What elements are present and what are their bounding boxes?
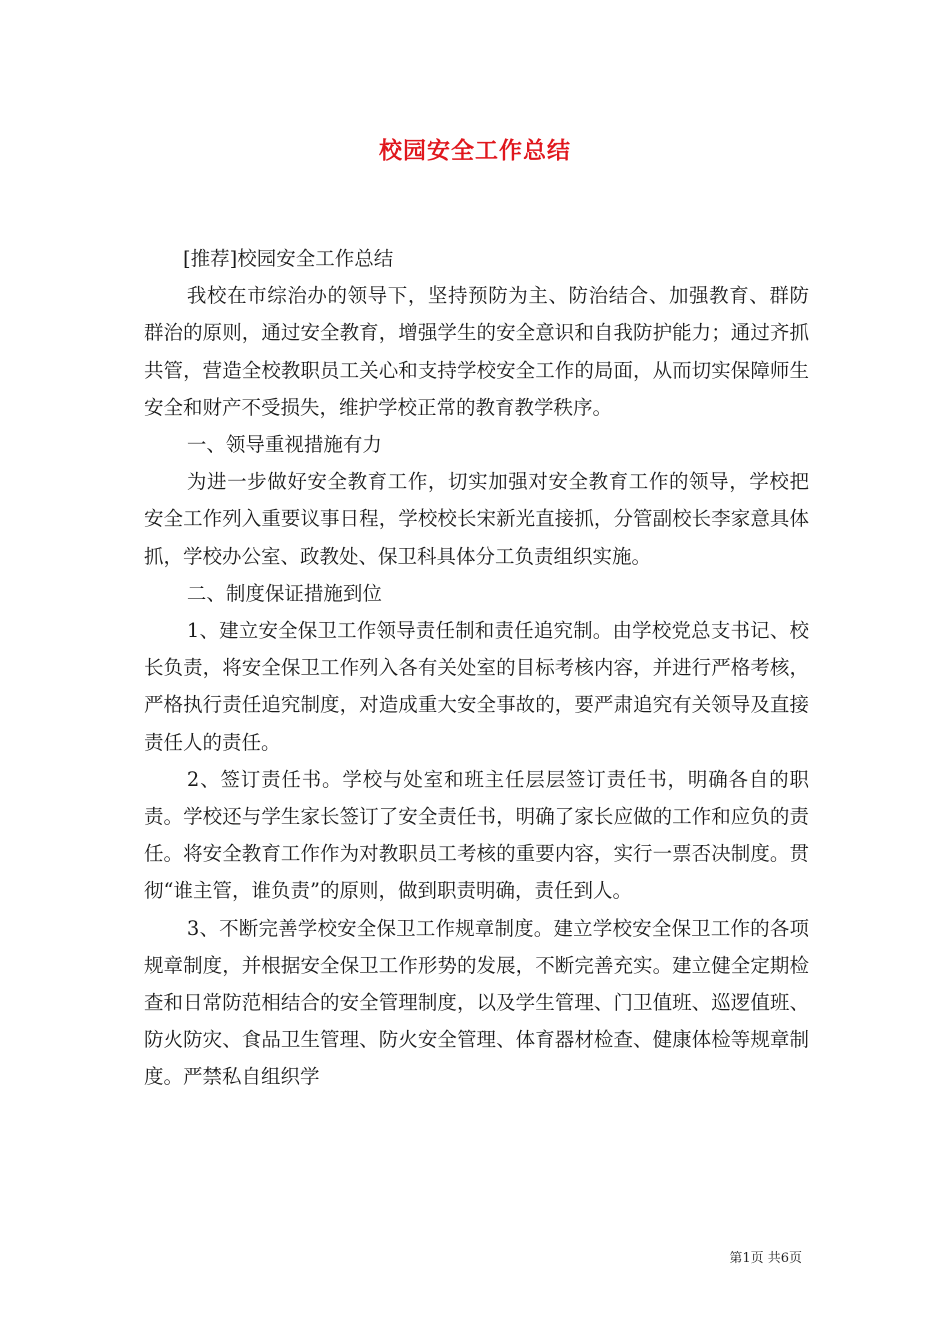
paragraph-item-3: 3、不断完善学校安全保卫工作规章制度。建立学校安全保卫工作的各项规章制度，并根据安全保卫工作形势的发展，不断完善充实。建立健全定期检查和日常防范相结合的安全管理制度，以及学生管理、门卫值班、巡逻值班、防火防灾、食品卫生管理、防火安全管理、体育器材检查、健康体检等规章制度。严禁私自组织学	[144, 916, 809, 1089]
section-heading-2: 二、制度保证措施到位	[186, 581, 382, 605]
paragraph-item-2: 2、签订责任书。学校与处室和班主任层层签订责任书，明确各自的职责。学校还与学生家长签订了安全责任书，明确了家长应做的工作和应负的责任。将安全教育工作作为对教职员工考核的重要内容，实行一票否决制度。贯彻“谁主管，谁负责”的原则，做到职责明确，责任到人。	[144, 767, 809, 903]
page-number-footer: 第1页 共6页	[729, 1251, 802, 1266]
paragraph-intro: 我校在市综治办的领导下，坚持预防为主、防治结合、加强教育、群防群治的原则，通过安全教育，增强学生的安全意识和自我防护能力；通过齐抓共管，营造全校教职员工关心和支持学校安全工作的局面，从而切实保障师生安全和财产不受损失，维护学校正常的教育教学秩序。	[144, 284, 809, 419]
document-title: 校园安全工作总结	[379, 138, 571, 164]
paragraph-heading: [推荐]校园安全工作总结	[183, 247, 394, 270]
section-heading-1: 一、领导重视措施有力	[186, 433, 382, 457]
document-body	[144, 240, 809, 1096]
paragraph-item-1: 1、建立安全保卫工作领导责任制和责任追究制。由学校党总支书记、校长负责，将安全保卫工作列入各有关处室的目标考核内容，并进行严格考核，严格执行责任追究制度，对造成重大安全事故的，要严肃追究有关领导及直接责任人的责任。	[144, 619, 809, 754]
paragraph-leadership: 为进一步做好安全教育工作，切实加强对安全教育工作的领导，学校把安全工作列入重要议事日程，学校校长宋新光直接抓，分管副校长李家意具体抓，学校办公室、政教处、保卫科具体分工负责组织实施。	[144, 470, 809, 568]
